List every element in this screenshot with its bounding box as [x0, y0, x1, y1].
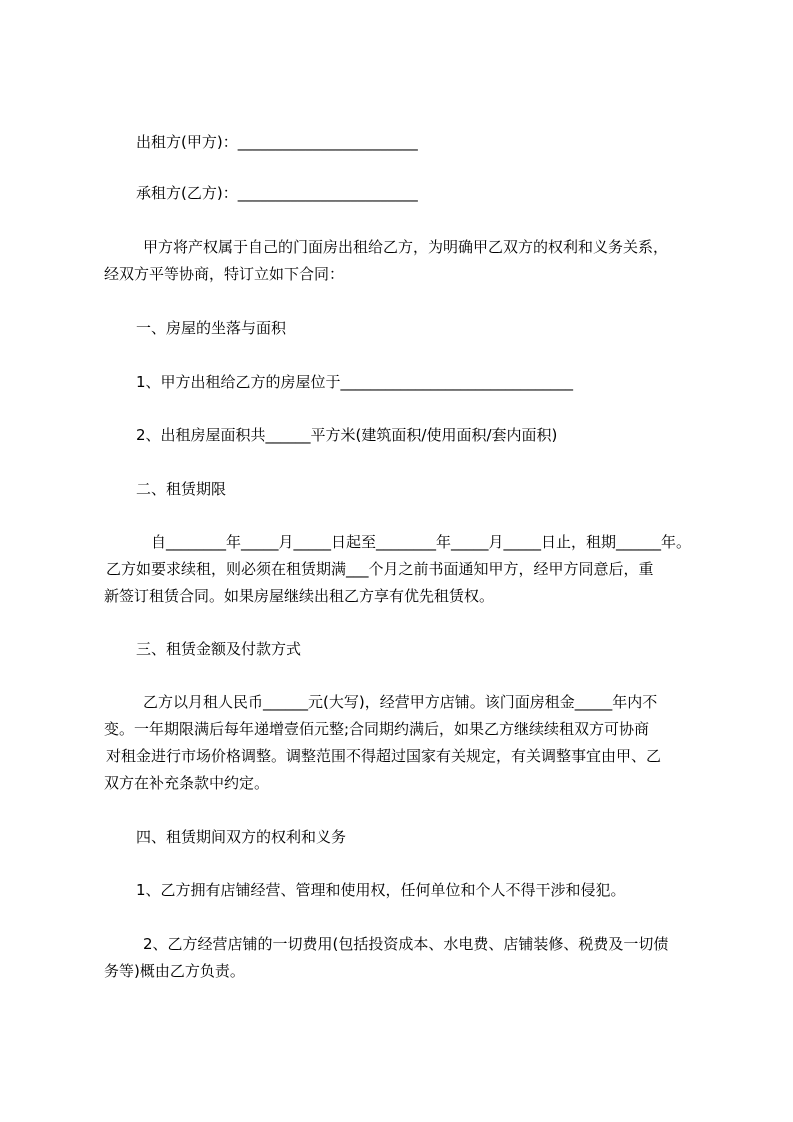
section-3-line-4: 双方在补充条款中约定。 [104, 774, 270, 792]
section-2-line-1: 自________年_____月_____日起至________年_____月_____日止，租期______年。 [151, 533, 692, 551]
intro-line-2: 经双方平等协商，特订立如下合同： [104, 265, 345, 283]
section-1-item-1: 1、甲方出租给乙方的房屋位于_______________________________ [136, 373, 574, 391]
section-3-heading: 三、租赁金额及付款方式 [136, 640, 302, 658]
section-2-heading: 二、租赁期限 [136, 480, 227, 498]
section-3-line-3: 对租金进行市场价格调整。调整范围不得超过国家有关规定，有关调整事宜由甲、乙 [106, 747, 662, 765]
section-4-item-1: 1、乙方拥有店铺经营、管理和使用权，任何单位和个人不得干涉和侵犯。 [136, 881, 626, 899]
section-4-heading: 四、租赁期间双方的权利和义务 [136, 828, 347, 846]
lessor-line: 出租方(甲方)：________________________ [136, 133, 418, 151]
section-2-line-2: 乙方如要求续租，则必须在租赁期满___个月之前书面通知甲方，经甲方同意后，重 [106, 560, 654, 578]
section-2-line-3: 新签订租赁合同。如果房屋继续出租乙方享有优先租赁权。 [104, 587, 495, 605]
section-1-heading: 一、房屋的坐落与面积 [136, 319, 287, 337]
section-1-item-2: 2、出租房屋面积共______平方米(建筑面积/使用面积/套内面积) [136, 426, 558, 444]
section-4-item-2-line-2: 务等)概由乙方负责。 [104, 962, 245, 980]
section-3-line-1: 乙方以月租人民币______元(大写)，经营甲方店铺。该门面房租金_____年内不 [143, 693, 658, 711]
section-3-line-2: 变。一年期限满后每年递增壹佰元整;合同期约满后，如果乙方继续续租双方可协商 [104, 720, 650, 738]
lessee-line: 承租方(乙方)：________________________ [136, 184, 418, 202]
intro-line-1: 甲方将产权属于自己的门面房出租给乙方，为明确甲乙双方的权利和义务关系， [143, 238, 669, 256]
section-4-item-2-line-1: 2、乙方经营店铺的一切费用(包括投资成本、水电费、店铺装修、税费及一切债 [143, 935, 669, 953]
